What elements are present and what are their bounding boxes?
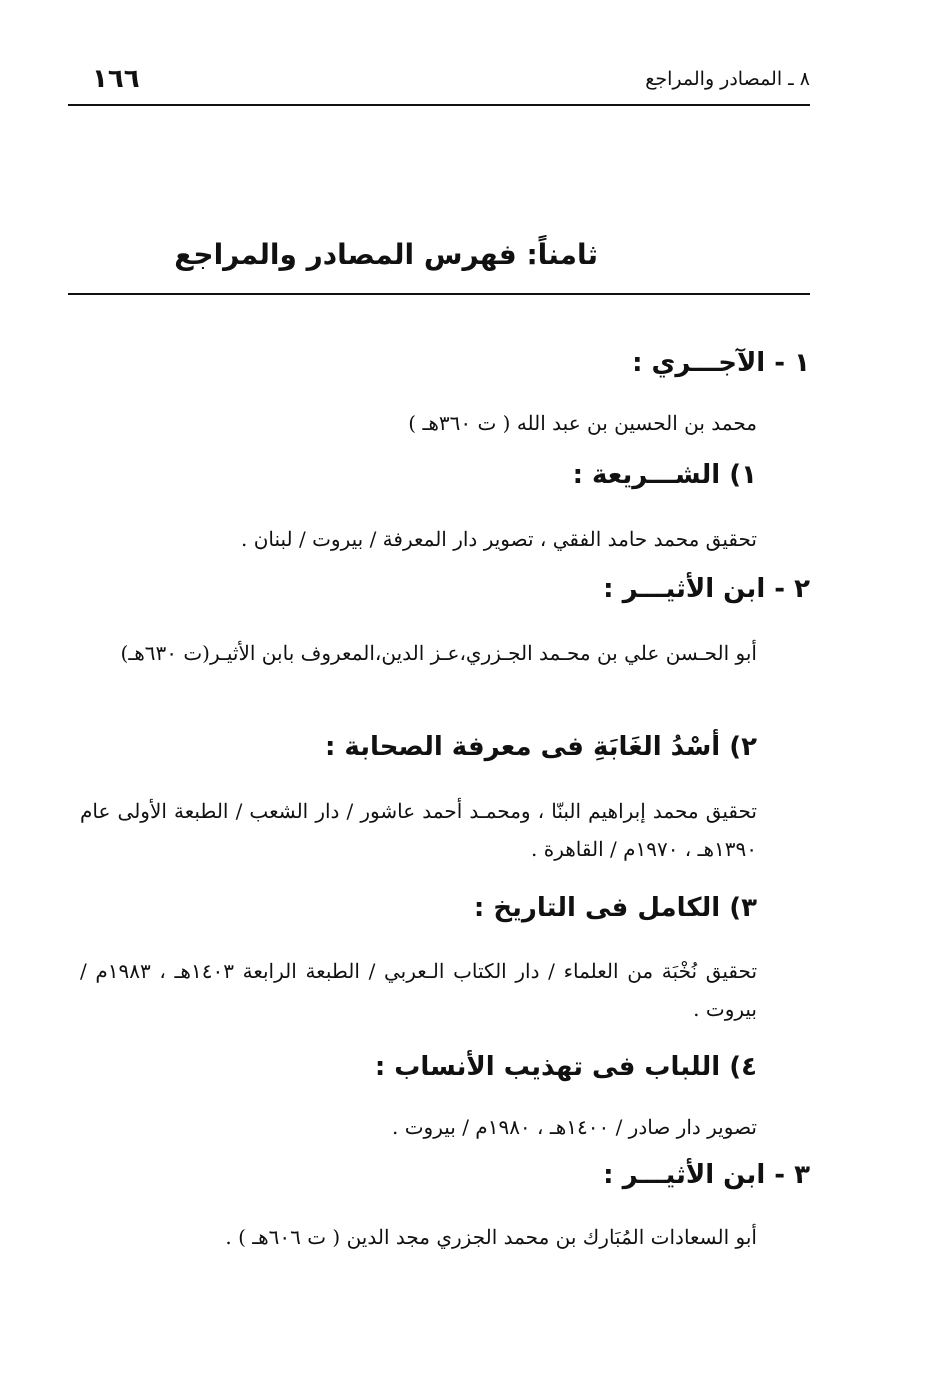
book-details-4: تصوير دار صادر / ١٤٠٠هـ ، ١٩٨٠م / بيروت . bbox=[392, 1115, 757, 1139]
book-title-1: ١) الشـــريعة : bbox=[572, 460, 757, 490]
page-number: ١٦٦ bbox=[92, 64, 140, 94]
section-title: ثامناً: فهرس المصادر والمراجع bbox=[174, 238, 598, 271]
author-details-2: أبو الحـسن علي بن محـمد الجـزري،عـز الدين،المعروف بابن الأثيـر(ت ٦٣٠هـ) bbox=[120, 641, 757, 665]
author-heading-2: ٢ - ابن الأثيـــر : bbox=[603, 574, 810, 604]
running-title: ٨ ـ المصادر والمراجع bbox=[645, 68, 810, 90]
book-details-1: تحقيق محمد حامد الفقي ، تصوير دار المعرفة / بيروت / لبنان . bbox=[240, 527, 757, 551]
author-details-3: أبو السعادات المُبَارك بن محمد الجزري مجد الدين ( ت ٦٠٦هـ ) . bbox=[225, 1225, 757, 1249]
running-header bbox=[70, 62, 810, 102]
title-rule bbox=[68, 293, 810, 295]
book-title-4: ٤) اللباب فى تهذيب الأنساب : bbox=[374, 1052, 757, 1082]
book-title-2: ٢) أسْدُ الغَابَةِ فى معرفة الصحابة : bbox=[324, 732, 757, 762]
author-details-1: محمد بن الحسين بن عبد الله ( ت ٣٦٠هـ ) bbox=[408, 411, 757, 435]
book-details-2: تحقيق محمد إبراهيم البنّا ، ومحمـد أحمد عاشور / دار الشعب / الطبعة الأولى عام ١٣٩٠هـ ، ١٩٧٠م / القاهرة . bbox=[80, 799, 757, 861]
book-title-3: ٣) الكامل فى التاريخ : bbox=[473, 893, 757, 923]
header-rule bbox=[68, 104, 810, 106]
author-heading-3: ٣ - ابن الأثيـــر : bbox=[603, 1160, 810, 1190]
author-heading-1: ١ - الآجـــري : bbox=[632, 348, 810, 378]
book-details-3: تحقيق نُخْبَة من العلماء / دار الكتاب الـعربي / الطبعة الرابعة ١٤٠٣هـ ، ١٩٨٣م / بيروت . bbox=[80, 959, 758, 1021]
